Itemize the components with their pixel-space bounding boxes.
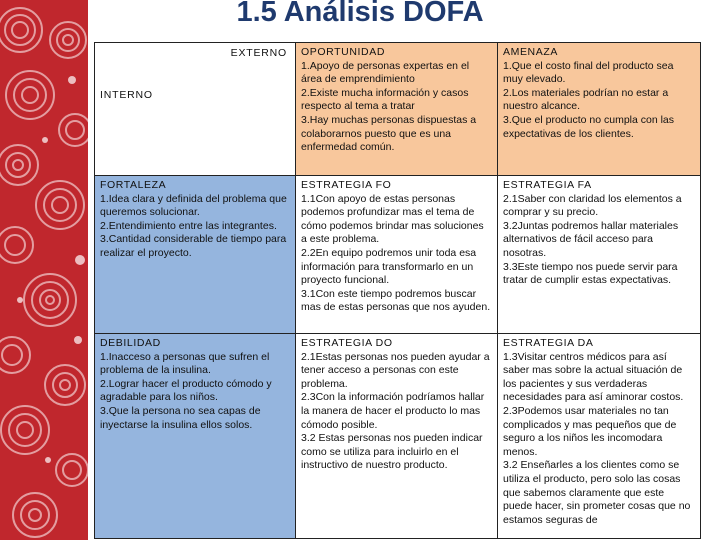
- estrategia-fa-item: 3.3Este tiempo nos puede servir para tratar de cumplir estas expectativas.: [503, 260, 678, 287]
- estrategia-do-cell: [296, 334, 498, 539]
- estrategia-fo-item: 3.1Con este tiempo podremos buscar mas de estas personas que nos ayuden.: [301, 287, 491, 314]
- amenaza-item: 2.Los materiales podrían no estar a nuestro alcance.: [503, 86, 669, 113]
- amenaza-cell: [498, 43, 701, 176]
- decorative-side-band: [0, 0, 88, 540]
- dofa-matrix: [94, 42, 701, 539]
- spiral-pattern-icon: [0, 0, 88, 540]
- corner-cell: [95, 43, 296, 176]
- debilidad-item: 2.Lograr hacer el producto cómodo y agradable para los niños.: [100, 377, 272, 404]
- estrategia-da-item: 3.2 Enseñarles a los clientes como se utiliza el producto, pero solo las cosas que sabemos claramente que este puede hacer, sin prometer cosas que no estamos seguras de: [503, 459, 691, 526]
- estrategia-fo-header: ESTRATEGIA FO: [301, 179, 392, 191]
- estrategia-da-item: 1.3Visitar centros médicos para así saber mas sobre la actual situación de los pacientes y sus verdaderas necesidades para así aminorar costos.: [503, 350, 684, 404]
- amenaza-item: 1.Que el costo final del producto sea muy elevado.: [503, 59, 674, 86]
- estrategia-fa-header: ESTRATEGIA FA: [503, 179, 592, 191]
- fortaleza-header: FORTALEZA: [100, 179, 167, 191]
- amenaza-header: AMENAZA: [503, 46, 558, 58]
- fortaleza-item: 1.Idea clara y definida del problema que queremos solucionar.: [100, 192, 287, 219]
- estrategia-fo-item: 2.2En equipo podremos unir toda esa información para transformarlo en un proyecto funcional.: [301, 246, 477, 287]
- fortaleza-item: 2.Entendimiento entre las integrantes.: [100, 219, 277, 232]
- estrategia-da-item: 2.3Podemos usar materiales no tan complicados y mas pequeños que de seguro a los niños les incomodara menos.: [503, 404, 677, 458]
- external-label: EXTERNO: [230, 47, 287, 59]
- estrategia-do-item: 2.3Con la información podríamos hallar la manera de hacer el producto lo mas cómodo posible.: [301, 391, 485, 431]
- estrategia-do-item: 3.2 Estas personas nos pueden indicar como se utiliza para incluirlo en el instructivo de nuestro producto.: [301, 432, 483, 472]
- estrategia-fo-cell: [296, 176, 498, 334]
- oportunidad-header: OPORTUNIDAD: [301, 46, 385, 58]
- fortaleza-cell: [95, 176, 296, 334]
- estrategia-fa-cell: [498, 176, 701, 334]
- estrategia-do-item: 2.1Estas personas nos pueden ayudar a tener acceso a personas con este problema.: [301, 350, 490, 390]
- estrategia-da-cell: [498, 334, 701, 539]
- debilidad-item: 1.Inacceso a personas que sufren el problema de la insulina.: [100, 350, 270, 377]
- estrategia-fo-item: 1.1Con apoyo de estas personas podemos profundizar mas el tema de cómo podemos brindar mas soluciones a este problema.: [301, 192, 484, 246]
- estrategia-do-header: ESTRATEGIA DO: [301, 337, 393, 349]
- fortaleza-item: 3.Cantidad considerable de tiempo para realizar el proyecto.: [100, 233, 287, 259]
- debilidad-header: DEBILIDAD: [100, 337, 161, 349]
- estrategia-fa-item: 2.1Saber con claridad los elementos a comprar y su precio.: [503, 192, 682, 219]
- oportunidad-item: 3.Hay muchas personas dispuestas a colaborarnos puesto que es una enfermedad común.: [301, 113, 477, 154]
- oportunidad-item: 1.Apoyo de personas expertas en el área de emprendimiento: [301, 59, 470, 86]
- estrategia-da-header: ESTRATEGIA DA: [503, 337, 594, 349]
- page-title: 1.5 Análisis DOFA: [236, 0, 484, 28]
- oportunidad-cell: [296, 43, 498, 176]
- debilidad-item: 3.Que la persona no sea capas de inyectarse la insulina ellos solos.: [100, 404, 261, 431]
- internal-label: INTERNO: [100, 89, 153, 101]
- estrategia-fa-item: 3.2Juntas podremos hallar materiales alternativos de fácil acceso para nosotras.: [503, 219, 679, 259]
- amenaza-item: 3.Que el producto no cumpla con las expectativas de los clientes.: [503, 113, 675, 140]
- debilidad-cell: [95, 334, 296, 539]
- oportunidad-item: 2.Existe mucha información y casos respecto al tema a tratar: [301, 86, 469, 113]
